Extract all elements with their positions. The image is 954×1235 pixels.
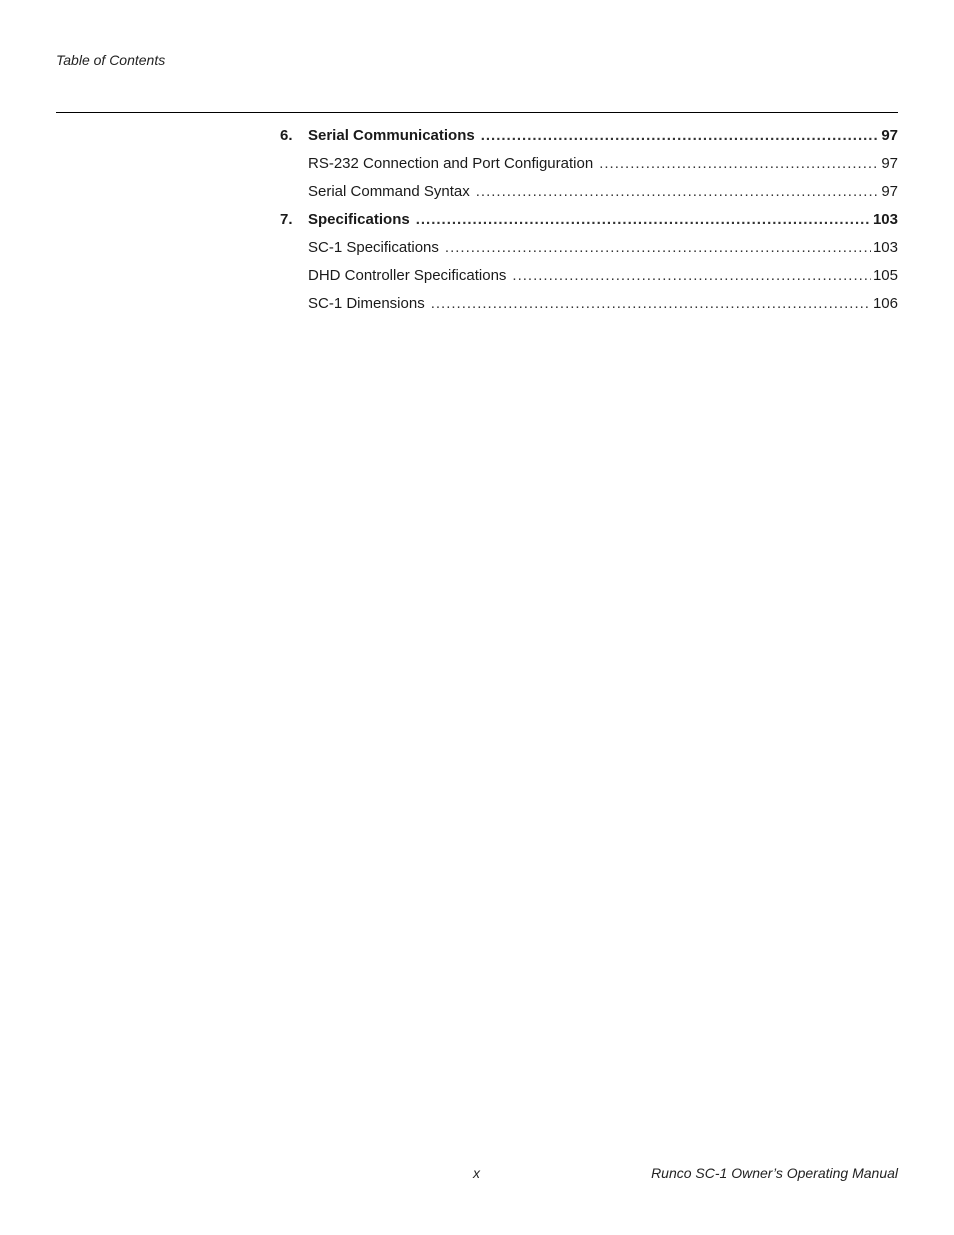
dot-leader	[445, 234, 871, 262]
dot-leader	[512, 262, 871, 290]
toc-entry-page: 97	[881, 127, 898, 144]
table-of-contents	[280, 122, 898, 318]
dot-leader	[416, 206, 871, 234]
dot-leader	[476, 178, 880, 206]
toc-entry-chapter-6[interactable]	[280, 122, 898, 150]
toc-entry-page: 106	[872, 295, 898, 312]
toc-entry-dhd-controller-specifications[interactable]	[280, 262, 898, 290]
toc-entry-rs232-connection[interactable]	[280, 150, 898, 178]
toc-entry-number: 6.	[280, 127, 293, 144]
dot-leader	[431, 290, 871, 318]
running-header: Table of Contents	[56, 52, 166, 68]
footer-manual-title: Runco SC-1 Owner’s Operating Manual	[651, 1165, 898, 1181]
toc-entry-page: 97	[881, 155, 898, 172]
toc-entry-sc1-dimensions[interactable]	[280, 290, 898, 318]
toc-entry-sc1-specifications[interactable]	[280, 234, 898, 262]
toc-entry-title: RS-232 Connection and Port Configuration	[308, 155, 594, 172]
toc-entry-page: 97	[881, 183, 898, 200]
toc-entry-title: SC-1 Dimensions	[308, 295, 425, 312]
toc-entry-chapter-7[interactable]	[280, 206, 898, 234]
toc-entry-title: Serial Communications	[308, 127, 475, 144]
toc-entry-title: DHD Controller Specifications	[308, 267, 507, 284]
toc-entry-title: SC-1 Specifications	[308, 239, 439, 256]
header-rule	[56, 112, 898, 113]
toc-entry-title: Specifications	[308, 211, 410, 228]
toc-entry-page: 105	[872, 267, 898, 284]
toc-entry-page: 103	[872, 211, 898, 228]
dot-leader	[481, 122, 880, 150]
toc-entry-title: Serial Command Syntax	[308, 183, 470, 200]
dot-leader	[599, 150, 879, 178]
toc-entry-serial-command-syntax[interactable]	[280, 178, 898, 206]
toc-entry-number: 7.	[280, 211, 293, 228]
toc-entry-page: 103	[872, 239, 898, 256]
footer-page-number: x	[473, 1165, 480, 1181]
